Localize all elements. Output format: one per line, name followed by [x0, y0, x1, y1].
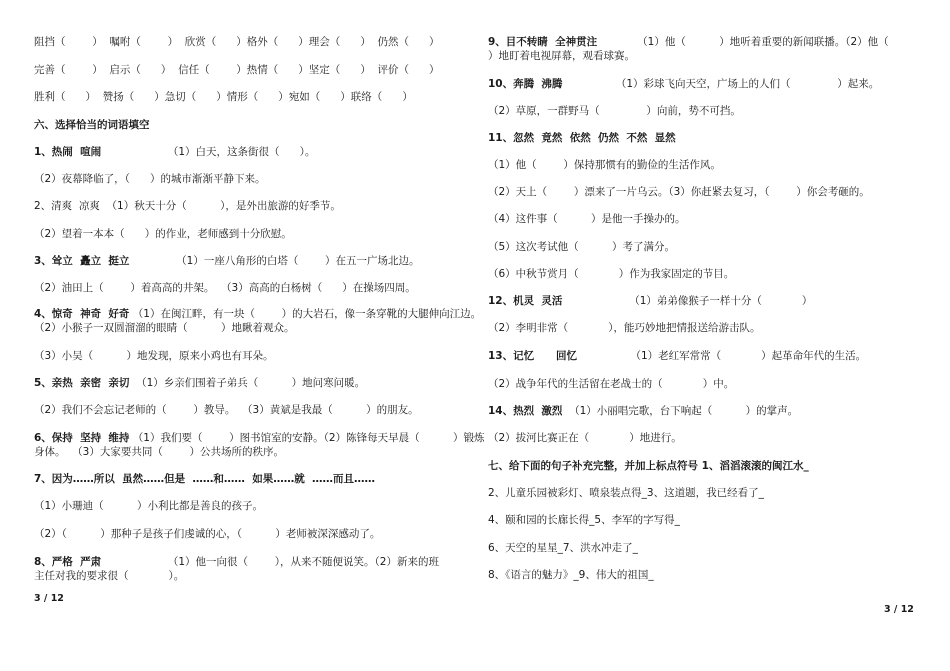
question-keywords: 14、热烈 激烈	[488, 405, 563, 417]
right-line-12: （2）李明非常（ ），能巧妙地把情报送给游击队。	[488, 322, 761, 334]
left-line-11	[34, 307, 481, 321]
right-line-19: 4、颐和园的长廊长得_5、李军的字写得_	[488, 514, 680, 526]
right-line-9: （5）这次考试他（ ）考了满分。	[488, 241, 676, 253]
right-line-13	[488, 349, 866, 363]
left-line-9	[34, 254, 420, 268]
question-text: （1）一座八角形的白塔（ ）在五一广场北边。	[129, 255, 420, 267]
right-line-6: （1）他（ ）保持那惯有的勤俭的生活作风。	[488, 159, 721, 171]
right-line-5: 11、忽然 竟然 依然 仍然 不然 显然	[488, 132, 676, 144]
left-line-19: （1）小珊迪（ ）小利比都是善良的孩子。	[34, 500, 264, 512]
left-line-4: 六、选择恰当的词语填空	[34, 119, 150, 131]
right-line-21: 8、《语言的魅力》_9、伟大的祖国_	[488, 569, 654, 581]
question-text: （1）弟弟像猴子一样十分（ ）	[562, 295, 813, 307]
left-line-5	[34, 145, 315, 159]
left-line-6: （2）夜幕降临了，（ ）的城市渐渐平静下来。	[34, 173, 266, 185]
right-line-1	[488, 35, 889, 49]
question-keywords: 5、亲热 亲密 亲切	[34, 377, 130, 389]
question-keywords: 9、目不转睛 全神贯注	[488, 36, 598, 48]
question-keywords: 8、严格 严肃	[34, 556, 102, 568]
question-keywords: 4、惊奇 神奇 好奇	[34, 308, 130, 320]
right-line-15	[488, 404, 798, 418]
question-keywords: 13、记忆 回忆	[488, 350, 578, 362]
left-line-1: 阻挡（ ） 嘱咐（ ） 欣赏（ ）格外（ ）理会（ ） 仍然（ ）	[34, 36, 440, 48]
question-keywords: 3、耸立 矗立 挺立	[34, 255, 130, 267]
right-line-2: ）地盯着电视屏幕，观看球赛。	[488, 50, 635, 62]
left-line-7: 2、清爽 凉爽 （1）秋天十分（ ），是外出旅游的好季节。	[34, 200, 341, 212]
question-keywords: 6、保持 坚持 维持	[34, 432, 130, 444]
question-text: （1）在闽江畔，有一块（ ）的大岩石，像一条穿靴的大腿伸向江边。	[129, 308, 482, 320]
question-text: （1）老红军常常（ ）起革命年代的生活。	[577, 350, 867, 362]
right-line-16: （2）拔河比赛正在（ ）地进行。	[488, 432, 682, 444]
left-line-16	[34, 431, 484, 445]
question-text: （1）他一向很（ ），从来不随便说笑。（2）新来的班	[101, 556, 439, 568]
question-text: （1）白天，这条街很（ ）。	[101, 146, 316, 158]
right-line-10: （6）中秋节赏月（ ）作为我家固定的节目。	[488, 268, 735, 280]
question-text: （1）彩球飞向天空，广场上的人们（ ）起来。	[562, 78, 880, 90]
left-line-8: （2）望着一本本（ ）的作业，老师感到十分欣慰。	[34, 228, 292, 240]
left-line-20: （2）（ ）那种子是孩子们虔诚的心，（ ）老师被深深感动了。	[34, 528, 381, 540]
right-line-3	[488, 77, 879, 91]
left-line-15: （2）我们不会忘记老师的（ ）教导。 （3）黄斌是我最（ ）的朋友。	[34, 404, 419, 416]
left-line-14	[34, 376, 365, 390]
left-line-18	[34, 472, 375, 486]
right-line-11	[488, 294, 812, 308]
question-keywords: 7、因为……所以 虽然……但是 ……和…… 如果……就 ……而且……	[34, 473, 376, 485]
question-keywords: 12、机灵 灵活	[488, 295, 563, 307]
question-keywords: 1、热闹 喧闹	[34, 146, 102, 158]
right-line-4: （2）草原，一群野马（ ）向前，势不可挡。	[488, 105, 741, 117]
question-text: （1）我们要（ ）图书馆室的安静。（2）陈锋每天早晨（ ）锻炼	[129, 432, 485, 444]
left-line-3: 胜利（ ） 赞扬（ ）急切（ ）情形（ ）宛如（ ）联络（ ）	[34, 91, 413, 103]
left-line-10: （2）油田上（ ）着高高的井架。 （3）高高的白杨树（ ）在操场四周。	[34, 282, 416, 294]
left-line-21	[34, 555, 439, 569]
question-text: （1）乡亲们围着子弟兵（ ）地问寒问暖。	[129, 377, 366, 389]
left-line-13: （3）小吴（ ）地发现，原来小鸡也有耳朵。	[34, 350, 274, 362]
right-line-18: 2、儿童乐园被彩灯、喷泉装点得_3、这道题，我已经看了_	[488, 487, 764, 499]
right-line-7: （2）天上（ ）漂来了一片乌云。（3）你赶紧去复习，（ ）你会考砸的。	[488, 186, 870, 198]
left-line-12: （2）小猴子一双圆溜溜的眼睛（ ）地瞅着观众。	[34, 322, 295, 334]
left-line-22: 主任对我的要求很（ ）。	[34, 570, 185, 582]
right-line-20: 6、天空的星星_7、洪水冲走了_	[488, 542, 638, 554]
left-line-2: 完善（ ） 启示（ ） 信任（ ）热情（ ）坚定（ ） 评价（ ）	[34, 64, 440, 76]
question-text: （1）小丽唱完歌，台下响起（ ）的掌声。	[562, 405, 799, 417]
question-keywords: 10、奔腾 沸腾	[488, 78, 563, 90]
right-line-17: 七、给下面的句子补充完整，并加上标点符号 1、滔滔滚滚的闽江水_	[488, 460, 809, 472]
left-line-17: 身体。 （3）大家要共同（ ）公共场所的秩序。	[34, 446, 285, 458]
right-page-number: 3 / 12	[884, 604, 914, 615]
right-line-8: （4）这件事（ ）是他一手操办的。	[488, 213, 686, 225]
left-page-number: 3 / 12	[34, 593, 64, 604]
question-text: （1）他（ ）地听着重要的新闻联播。（2）他（	[597, 36, 889, 48]
right-line-14: （2）战争年代的生活留在老战士的（ ）中。	[488, 378, 735, 390]
